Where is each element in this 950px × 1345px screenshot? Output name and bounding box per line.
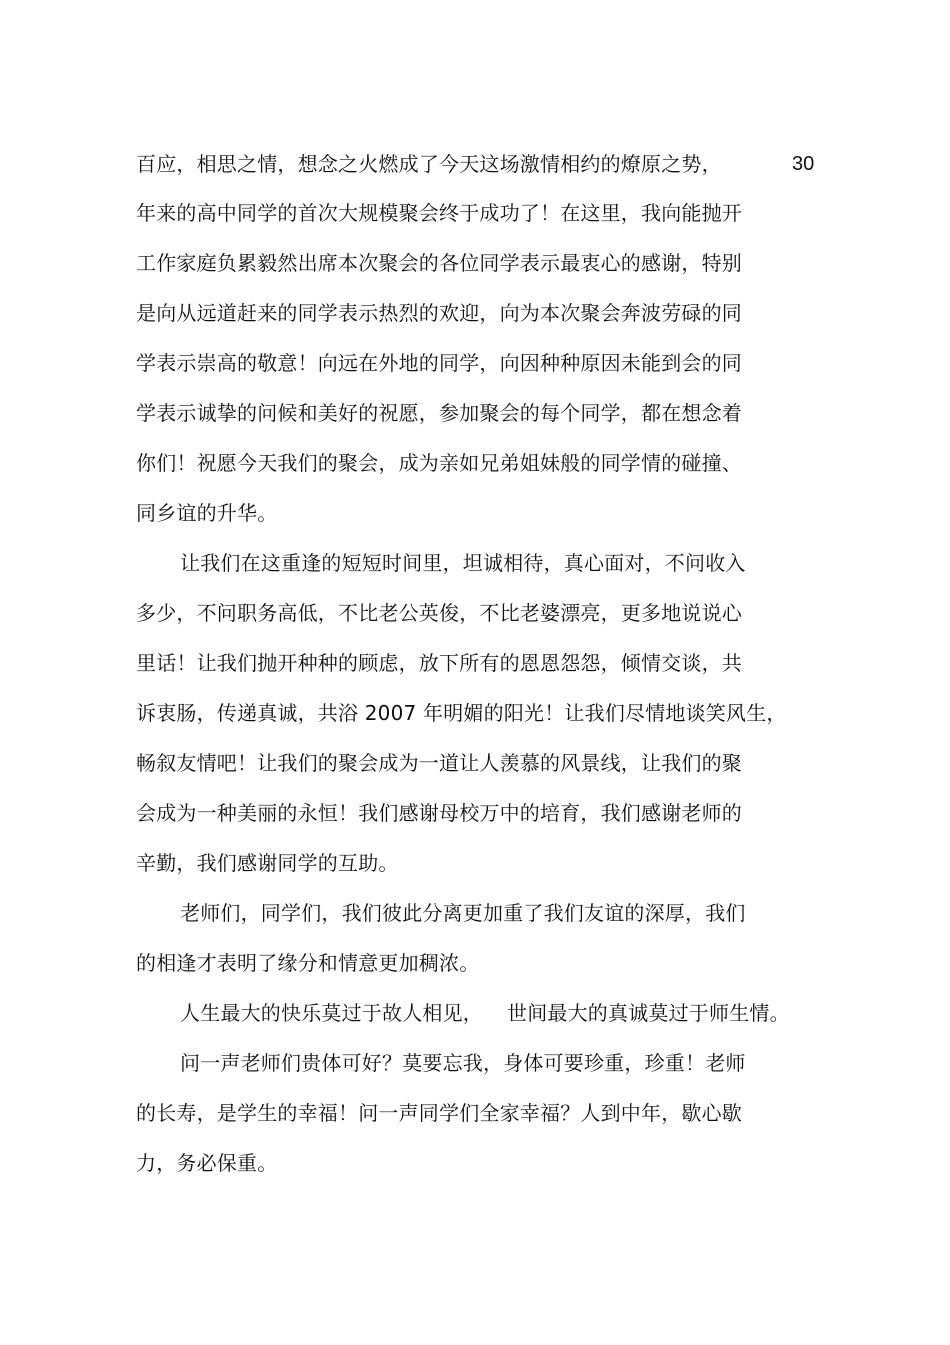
text-line: 年来的高中同学的首次大规模聚会终于成功了！在这里，我向能抛开	[136, 201, 742, 225]
text-line: 的相逢才表明了缘分和情意更加稠浓。	[136, 951, 480, 975]
text-line: 诉衷肠，传递真诚，共浴 2007 年明媚的阳光！让我们尽情地谈笑风生，	[136, 701, 787, 725]
paragraph-start-line: 让我们在这重逢的短短时间里，坦诚相待，真心面对，不问收入	[180, 551, 746, 575]
text-line: 同乡谊的升华。	[136, 501, 278, 525]
text-line: 里话！让我们抛开种种的顾虑，放下所有的恩恩怨怨，倾情交谈，共	[136, 651, 742, 675]
text-line: 力，务必保重。	[136, 1151, 278, 1175]
text-line: 是向从远道赶来的同学表示热烈的欢迎，向为本次聚会奔波劳碌的同	[136, 301, 742, 325]
text-line: 你们！祝愿今天我们的聚会，成为亲如兄弟姐妹般的同学情的碰撞、	[136, 451, 742, 475]
text-line: 辛勤，我们感谢同学的互助。	[136, 851, 399, 875]
text-fragment: 人生最大的快乐莫过于故人相见，	[180, 1001, 483, 1025]
text-line: 学表示崇高的敬意！向远在外地的同学，向因种种原因未能到会的同	[136, 351, 742, 375]
text-line: 会成为一种美丽的永恒！我们感谢母校万中的培育，我们感谢老师的	[136, 801, 742, 825]
paragraph-start-line	[180, 1000, 790, 1026]
line-number-text: 30	[792, 153, 815, 175]
text-fragment: 世间最大的真诚莫过于师生情。	[507, 1001, 790, 1025]
text-line: 学表示诚挚的问候和美好的祝愿，参加聚会的每个同学，都在想念着	[136, 401, 742, 425]
text-line: 百应，相思之情，想念之火燃成了今天这场激情相约的燎原之势，	[136, 152, 722, 176]
paragraph-start-line: 问一声老师们贵体可好？莫要忘我，身体可要珍重，珍重！老师	[180, 1051, 746, 1075]
text-line: 畅叙友情吧！让我们的聚会成为一道让人羡慕的风景线，让我们的聚	[136, 751, 742, 775]
text-line: 工作家庭负累毅然出席本次聚会的各位同学表示最衷心的感谢，特别	[136, 251, 742, 275]
text-line: 多少，不问职务高低，不比老公英俊，不比老婆漂亮，更多地说说心	[136, 601, 742, 625]
paragraph-start-line: 老师们，同学们，我们彼此分离更加重了我们友谊的深厚，我们	[180, 901, 746, 925]
text-line: 的长寿，是学生的幸福！问一声同学们全家幸福？人到中年，歇心歇	[136, 1101, 742, 1125]
